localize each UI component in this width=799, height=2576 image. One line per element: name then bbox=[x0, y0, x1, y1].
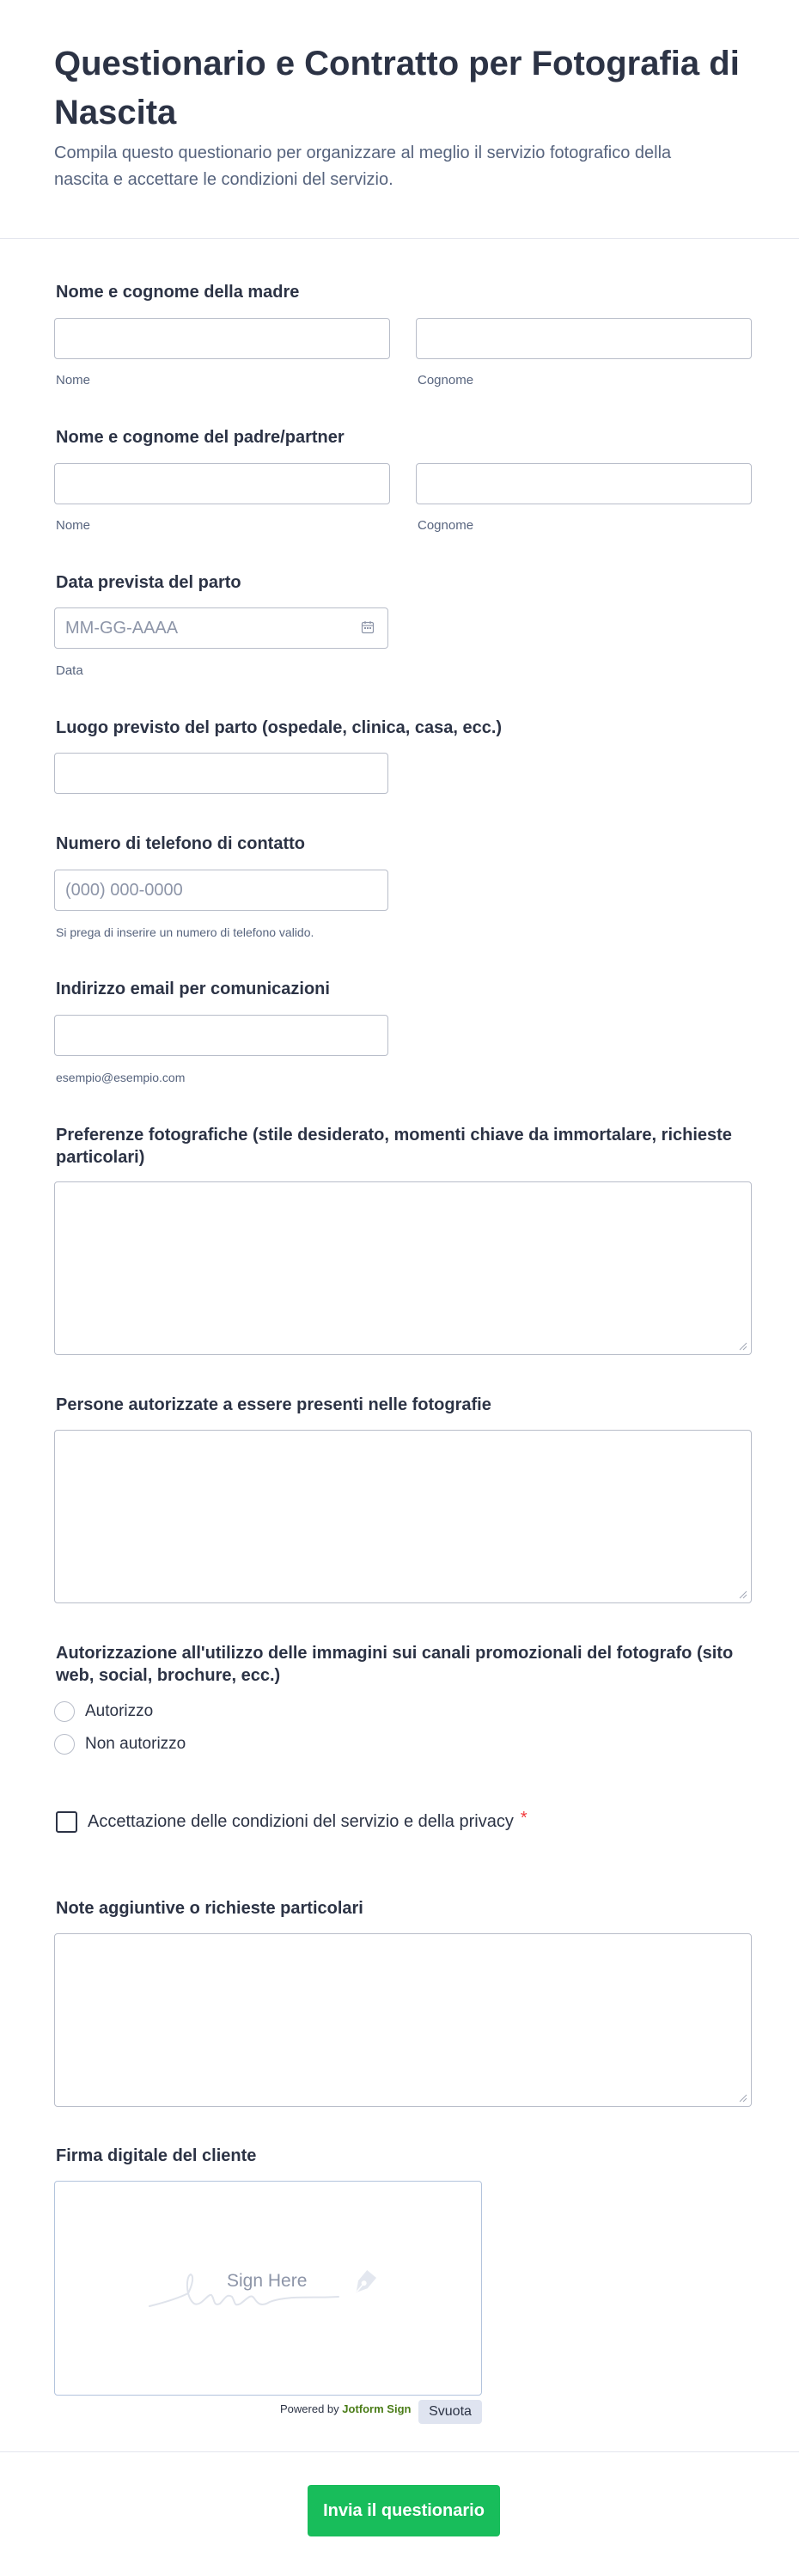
pen-nib-icon bbox=[345, 2266, 381, 2302]
birth-place-label: Luogo previsto del parto (ospedale, clinica, casa, ecc.) bbox=[56, 718, 503, 737]
father-name-label: Nome e cognome del padre/partner bbox=[56, 428, 345, 447]
terms-label: Accettazione delle condizioni del servizio e della privacy bbox=[88, 1811, 514, 1831]
mother-first-name-input[interactable] bbox=[54, 318, 390, 359]
due-date-sublabel: Data bbox=[56, 663, 83, 678]
mother-first-name-sublabel: Nome bbox=[56, 373, 91, 388]
radio-label: Autorizzo bbox=[85, 1702, 154, 1720]
father-last-name-sublabel: Cognome bbox=[418, 518, 474, 533]
radio-button[interactable] bbox=[54, 1701, 75, 1722]
powered-prefix: Powered by bbox=[280, 2402, 339, 2415]
radio-option-non-autorizzo[interactable] bbox=[54, 1733, 186, 1755]
submit-button[interactable]: Invia il questionario bbox=[308, 2485, 500, 2536]
persons-textarea[interactable] bbox=[54, 1430, 752, 1603]
form-header bbox=[0, 0, 799, 239]
preferences-textarea[interactable] bbox=[54, 1181, 752, 1355]
calendar-icon[interactable] bbox=[361, 620, 375, 634]
required-mark: * bbox=[520, 1808, 528, 1828]
page-title: Questionario e Contratto per Fotografia di Nascita bbox=[54, 45, 740, 131]
clear-signature-button[interactable]: Svuota bbox=[418, 2400, 482, 2424]
due-date-input[interactable] bbox=[54, 607, 388, 649]
notes-label: Note aggiuntive o richieste particolari bbox=[56, 1899, 363, 1918]
signature-pad[interactable] bbox=[54, 2181, 482, 2396]
email-input[interactable] bbox=[54, 1015, 388, 1056]
resize-grip-icon[interactable] bbox=[739, 1590, 747, 1599]
terms-checkbox[interactable] bbox=[56, 1811, 77, 1833]
mother-name-label: Nome e cognome della madre bbox=[56, 283, 300, 302]
father-first-name-input[interactable] bbox=[54, 463, 390, 504]
phone-input[interactable] bbox=[54, 870, 388, 911]
due-date-label: Data prevista del parto bbox=[56, 573, 241, 592]
jotform-sign-brand: Jotform Sign bbox=[342, 2402, 412, 2415]
resize-grip-icon[interactable] bbox=[739, 1342, 747, 1351]
authorization-label: Autorizzazione all'utilizzo delle immagini sui canali promozionali del fotografo (sito web, social, brochure, ecc.) bbox=[56, 1644, 734, 1685]
persons-label: Persone autorizzate a essere presenti nelle fotografie bbox=[56, 1395, 491, 1414]
radio-button[interactable] bbox=[54, 1734, 75, 1755]
terms-checkbox-row[interactable] bbox=[56, 1810, 528, 1834]
radio-option-autorizzo[interactable] bbox=[54, 1700, 153, 1723]
sign-here-text: Sign Here bbox=[227, 2271, 308, 2291]
birth-place-input[interactable] bbox=[54, 753, 388, 794]
phone-sublabel: Si prega di inserire un numero di telefono valido. bbox=[56, 925, 314, 939]
page-subtitle: Compila questo questionario per organizzare al meglio il servizio fotografico della nascita e accettare le condizioni del servizio. bbox=[54, 143, 672, 189]
mother-last-name-sublabel: Cognome bbox=[418, 373, 474, 388]
father-first-name-sublabel: Nome bbox=[56, 518, 91, 533]
email-label: Indirizzo email per comunicazioni bbox=[56, 980, 330, 998]
father-last-name-input[interactable] bbox=[416, 463, 752, 504]
phone-label: Numero di telefono di contatto bbox=[56, 834, 305, 853]
notes-textarea[interactable] bbox=[54, 1933, 752, 2107]
signature-label: Firma digitale del cliente bbox=[56, 2146, 257, 2165]
preferences-label: Preferenze fotografiche (stile desiderato, momenti chiave da immortalare, richieste particolari) bbox=[56, 1126, 732, 1167]
mother-last-name-input[interactable] bbox=[416, 318, 752, 359]
email-sublabel: esempio@esempio.com bbox=[56, 1071, 186, 1084]
radio-label: Non autorizzo bbox=[85, 1735, 186, 1753]
form-footer bbox=[0, 2451, 799, 2576]
powered-by bbox=[280, 2402, 411, 2415]
resize-grip-icon[interactable] bbox=[739, 2094, 747, 2103]
